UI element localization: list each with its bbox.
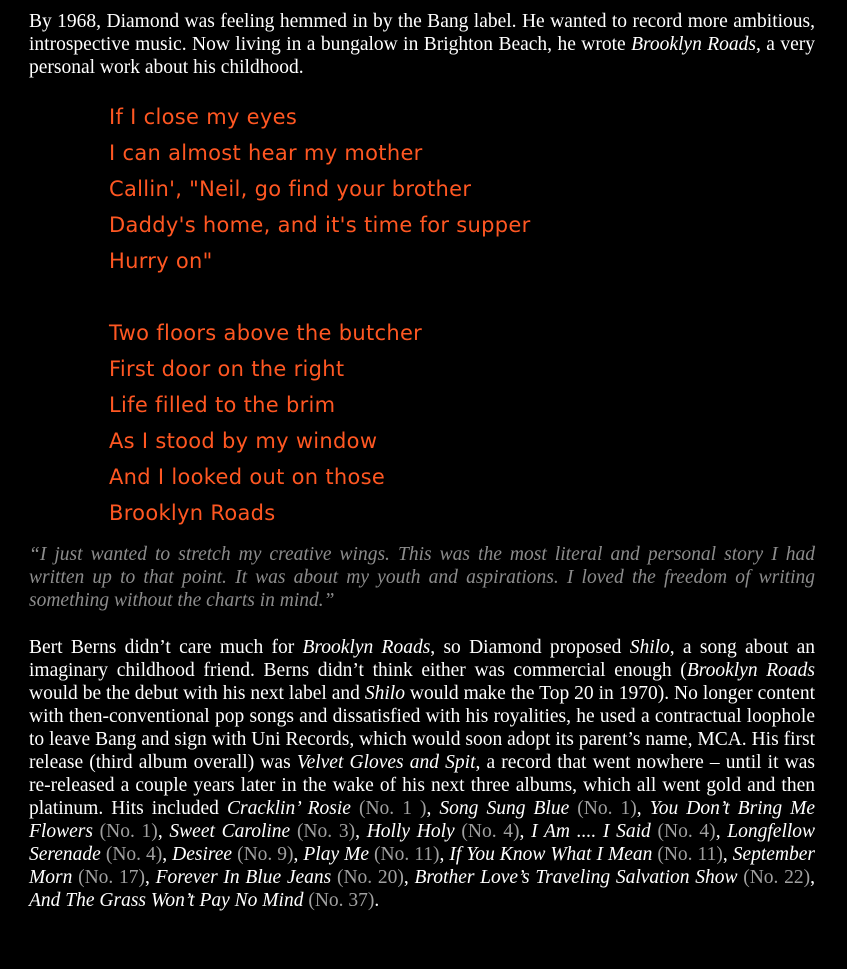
hit-separator: , — [355, 821, 367, 842]
hit-title: September Morn — [29, 844, 816, 888]
intro-text-2: , a very personal work about his childhood. — [29, 34, 815, 78]
body-text: Bert Berns didn’t care much for — [29, 637, 303, 658]
body-paragraph — [29, 636, 815, 912]
hit-item — [415, 867, 816, 888]
lyric-line: If I close my eyes — [109, 105, 298, 129]
hit-chart-position: (No. 1) — [577, 798, 637, 819]
lyric-line: First door on the right — [109, 357, 345, 381]
hit-item — [531, 821, 727, 842]
hit-title: If You Know What I Mean — [449, 844, 653, 865]
song-title: Brooklyn Roads — [686, 660, 816, 681]
hit-chart-position: (No. 3) — [296, 821, 356, 842]
hit-chart-position: (No. 11) — [374, 844, 440, 865]
hit-title: Holly Holy — [366, 821, 455, 842]
hit-separator: , — [426, 798, 440, 819]
hit-separator: , — [636, 798, 650, 819]
lyric-line: Callin', "Neil, go find your brother — [109, 177, 472, 201]
hit-title: Cracklin’ Rosie — [226, 798, 351, 819]
hit-chart-position: (No. 20) — [336, 867, 404, 888]
hit-title: And The Grass Won’t Pay No Mind — [29, 890, 304, 911]
intro-song-title: Brooklyn Roads — [631, 34, 756, 55]
hit-item — [449, 844, 732, 865]
body-text: , so Diamond proposed — [430, 637, 630, 658]
hit-separator: , — [722, 844, 733, 865]
body-text: , a record that went nowhere – until it was re-released a couple years later in the wake of his next three albums, which all went gold and then platinum. Hits included — [29, 752, 815, 819]
lyrics-stanza-2 — [109, 315, 815, 531]
hit-separator: , — [439, 844, 450, 865]
hit-title: Desiree — [172, 844, 233, 865]
intro-text-1: By 1968, Diamond was feeling hemmed in by the Bang label. He wanted to record more ambitious, introspective music. Now living in a bungalow in Brighton Beach, he wrote — [29, 11, 815, 55]
lyric-line: Life filled to the brim — [109, 393, 336, 417]
hit-chart-position: (No. 37) — [308, 890, 375, 911]
album-title: Velvet Gloves and Spit — [296, 752, 476, 773]
hit-item — [303, 844, 449, 865]
hit-item — [29, 890, 379, 911]
hit-item — [439, 798, 649, 819]
lyric-line: I can almost hear my mother — [109, 141, 423, 165]
hit-title: Play Me — [303, 844, 370, 865]
hit-chart-position: (No. 1) — [99, 821, 158, 842]
hit-title: You Don’t Bring Me Flowers — [29, 798, 816, 842]
lyric-line: And I looked out on those — [109, 465, 386, 489]
lyric-line: As I stood by my window — [109, 429, 378, 453]
hit-chart-position: (No. 4) — [657, 821, 716, 842]
lyric-line: Two floors above the butcher — [109, 321, 423, 345]
hit-chart-position: (No. 4) — [461, 821, 520, 842]
pull-quote: “I just wanted to stretch my creative wings. This was the most literal and personal story I had written up to that point. It was about my youth and aspirations. I loved the freedom of writing something without the charts in mind.” — [29, 544, 815, 611]
hit-separator: , — [403, 867, 415, 888]
hit-separator: , — [162, 844, 173, 865]
hit-chart-position: (No. 1 ) — [358, 798, 427, 819]
hit-title: Song Sung Blue — [439, 798, 570, 819]
hit-separator: . — [374, 890, 380, 911]
hit-separator: , — [810, 867, 816, 888]
hit-item — [227, 798, 439, 819]
hit-title: I Am .... I Said — [531, 821, 651, 842]
lyrics-stanza-1 — [109, 99, 815, 279]
lyric-line: Hurry on" — [109, 249, 213, 273]
hit-item — [172, 844, 303, 865]
hit-separator: , — [145, 867, 156, 888]
hit-chart-position: (No. 17) — [78, 867, 145, 888]
hit-item — [169, 821, 366, 842]
hit-separator: , — [715, 821, 728, 842]
song-title: Shilo — [364, 683, 405, 704]
hit-chart-position: (No. 9) — [237, 844, 294, 865]
body-text: would be the debut with his next label and — [29, 683, 365, 704]
hit-item — [156, 867, 415, 888]
hit-separator: , — [293, 844, 304, 865]
lyric-line: Brooklyn Roads — [109, 501, 276, 525]
hit-separator: , — [519, 821, 532, 842]
body-text: would make the Top 20 in 1970). No longer content with then-conventional pop songs and dissatisfied with his royalities, he used a contractual loophole to leave Bang and sign with Uni Records, which would soon adopt its parent’s name, MCA. His first release (third album overall) was — [29, 683, 815, 773]
lyric-line: Daddy's home, and it's time for supper — [109, 213, 531, 237]
hit-chart-position: (No. 22) — [743, 867, 811, 888]
hit-item — [367, 821, 531, 842]
song-title: Shilo — [629, 637, 670, 658]
song-title: Brooklyn Roads — [302, 637, 431, 658]
hit-title: Forever In Blue Jeans — [155, 867, 332, 888]
intro-paragraph — [29, 10, 815, 79]
hit-title: Brother Love’s Traveling Salvation Show — [414, 867, 738, 888]
hit-chart-position: (No. 11) — [657, 844, 723, 865]
hit-title: Longfellow Serenade — [29, 821, 816, 865]
body-text: , a song about an imaginary childhood friend. Berns didn’t think either was commercial enough ( — [29, 637, 815, 681]
hit-separator: , — [157, 821, 170, 842]
hit-chart-position: (No. 4) — [105, 844, 163, 865]
lyrics-block — [109, 99, 815, 531]
hit-title: Sweet Caroline — [169, 821, 291, 842]
